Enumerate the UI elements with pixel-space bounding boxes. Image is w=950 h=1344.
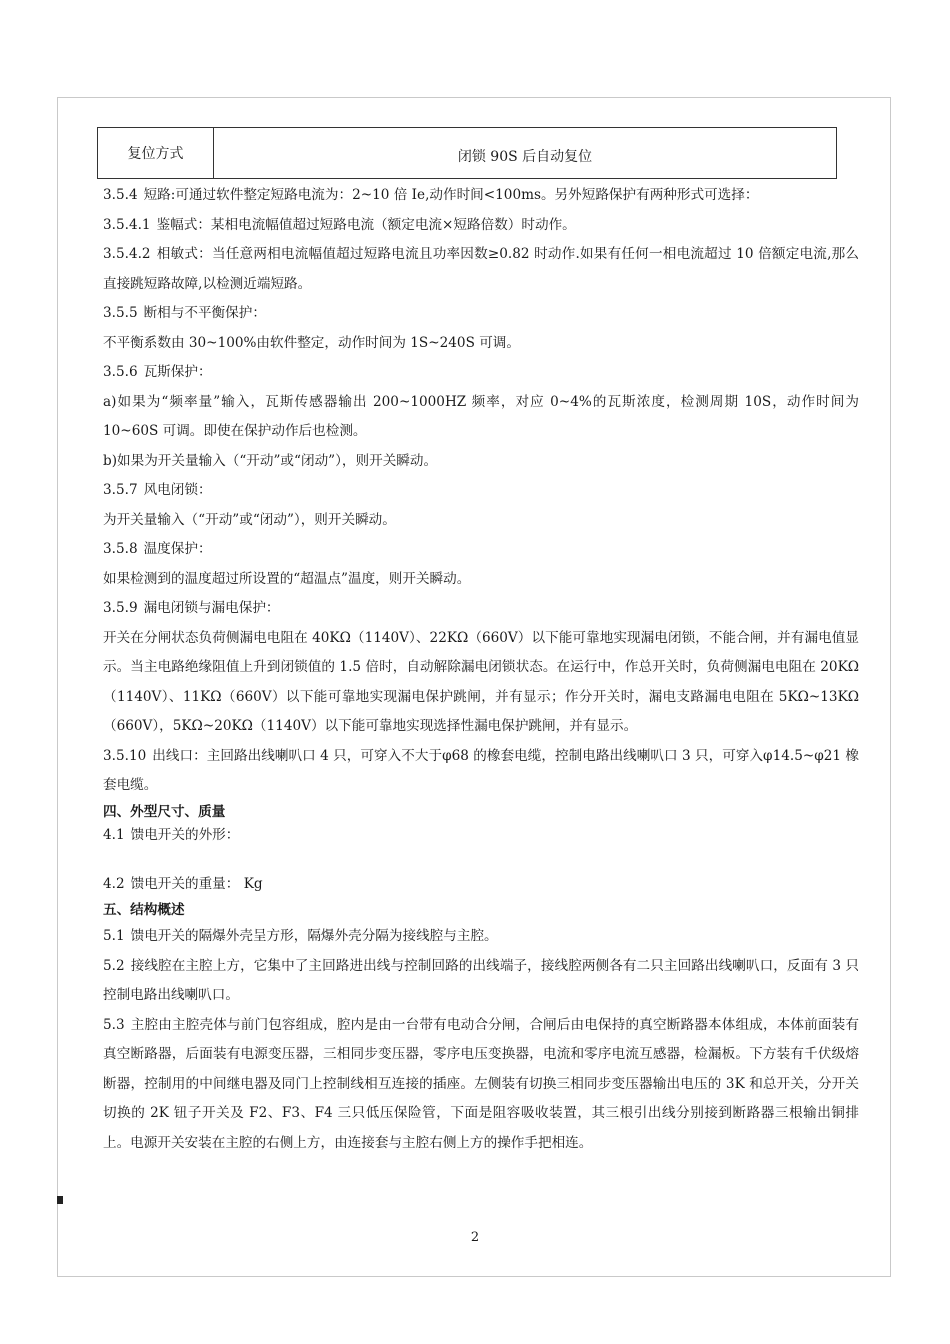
- item-4-1: 4.1 馈电开关的外形：: [103, 826, 240, 843]
- scan-mark: [57, 1196, 63, 1204]
- paragraph-3-5-4-1: 3.5.4.1 鉴幅式：某相电流幅值超过短路电流（额定电流×短路倍数）时动作。: [103, 216, 576, 233]
- paragraph-leakage: 开关在分闸状态负荷侧漏电电阻在 40KΩ（1140V）、22KΩ（660V）以下能可靠地实现漏电闭锁，不能合闸，并有漏电值显示。当主电路绝缘阻值上升到闭锁值的 1.5 倍时，自动解除漏电闭锁状态。在运行中，作总开关时，负荷侧漏电电阻在 20KΩ（1140V）、11KΩ（660V）以下能可靠地实现漏电保护跳闸，并有显示；作分开关时，漏电支路漏电电阻在 5KΩ~13KΩ（660V），5KΩ~20KΩ（1140V）以下能可靠地实现选择性漏电保护跳闸，并有显示。: [103, 629, 859, 734]
- paragraph-wind-lock: 为开关量输入（“开动”或“闭动”），则开关瞬动。: [103, 511, 396, 528]
- paragraph-3-5-8: 3.5.8 温度保护：: [103, 541, 212, 557]
- item-5-2: 5.2 接线腔在主腔上方，它集中了主回路进出线与控制回路的出线端子，接线腔两侧各有二只主回路出线喇叭口，反面有 3 只控制电路出线喇叭口。: [103, 957, 859, 1003]
- paragraph-3-5-5: 3.5.5 断相与不平衡保护：: [103, 305, 266, 321]
- reset-mode-table: [97, 127, 837, 179]
- paragraph-temperature: 如果检测到的温度超过所设置的“超温点”温度，则开关瞬动。: [103, 570, 471, 587]
- section-5-heading: 五、结构概述: [103, 902, 185, 918]
- paragraph-gas-a: a)如果为“频率量”输入，瓦斯传感器输出 200~1000HZ 频率，对应 0~4%的瓦斯浓度，检测周期 10S，动作时间为 10~60S 可调。即使在保护动作后也检测。: [103, 393, 859, 439]
- table-label-cell: 复位方式: [98, 128, 214, 178]
- section-4-heading: 四、外型尺寸、质量: [103, 803, 226, 820]
- document-body: [103, 181, 859, 1158]
- paragraph-3-5-4: 3.5.4 短路:可通过软件整定短路电流为：2~10 倍 Ie,动作时间<100ms。另外短路保护有两种形式可选择：: [103, 187, 759, 203]
- paragraph-3-5-4-2: 3.5.4.2 相敏式：当任意两相电流幅值超过短路电流且功率因数≥0.82 时动作.如果有任何一相电流超过 10 倍额定电流,那么直接跳短路故障,以检测近端短路。: [103, 246, 859, 292]
- paragraph-unbalance: 不平衡系数由 30~100%由软件整定，动作时间为 1S~240S 可调。: [103, 334, 520, 351]
- spacer: [103, 847, 859, 870]
- paragraph-gas-b: b)如果为开关量输入（“开动”或“闭动”），则开关瞬动。: [103, 452, 438, 469]
- paragraph-3-5-7: 3.5.7 风电闭锁：: [103, 482, 212, 498]
- paragraph-3-5-10: 3.5.10 出线口：主回路出线喇叭口 4 只，可穿入不大于φ68 的橡套电缆，控制电路出线喇叭口 3 只，可穿入φ14.5~φ21 橡套电缆。: [103, 747, 859, 793]
- item-5-3: 5.3 主腔由主腔壳体与前门包容组成，腔内是由一台带有电动合分闸，合闸后由电保持的真空断路器本体组成，本体前面装有真空断路器，后面装有电源变压器，三相同步变压器，零序电压变换器，电流和零序电流互感器，检漏板。下方装有千伏级熔断器，控制用的中间继电器及同门上控制线相互连接的插座。左侧装有切换三相同步变压器输出电压的 3K 和总开关，分开关切换的 2K 钮子开关及 F2、F3、F4 三只低压保险管，下面是阻容吸收装置，其三根引出线分别接到断路器三根输出铜排上。电源开关安装在主腔的右侧上方，由连接套与主腔右侧上方的操作手把相连。: [103, 1016, 859, 1151]
- item-4-2: 4.2 馈电开关的重量： Kg: [103, 875, 263, 892]
- page-number: 2: [470, 1230, 480, 1245]
- table-value-cell: 闭锁 90S 后自动复位: [457, 149, 593, 165]
- item-5-1: 5.1 馈电开关的隔爆外壳呈方形，隔爆外壳分隔为接线腔与主腔。: [103, 928, 498, 944]
- paragraph-3-5-9: 3.5.9 漏电闭锁与漏电保护：: [103, 600, 280, 616]
- paragraph-3-5-6: 3.5.6 瓦斯保护：: [103, 364, 212, 380]
